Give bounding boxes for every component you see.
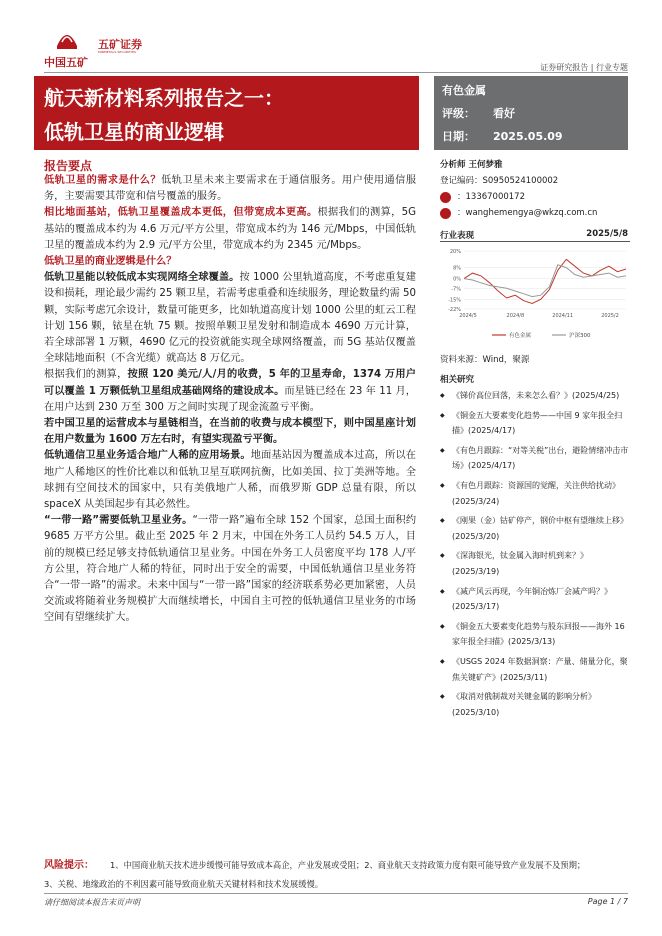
related-item-text: 《铜金五大要素变化趋势与股东回报——海外 16 家年报全扫描》(2025/3/13) bbox=[452, 621, 625, 647]
y-tick-label: -22% bbox=[448, 307, 461, 313]
bullet-icon: ◆ bbox=[440, 517, 445, 525]
related-item-text: 《深海银光，钛金属入海时机到来？》(2025/3/19) bbox=[452, 551, 588, 576]
related-item[interactable] bbox=[440, 388, 630, 404]
summary-paragraph: “一带一路”需要低轨卫星业务。“一带一路”遍布全球 152 个国家，总国土面积约 9685 万平方公里。截止至 2025 年 2 月末，中国在外务工人员约 54.5 万人，目前的规模已经足够支持低轨通信卫星业务。中国在外务工人员密度平均 178 人/平方公里，符合地广人稀的特征，同时出于安全的需要，中国低轨通信卫星业务符合“一带一路”的需求。未来中国与“一带一路”国家的经济联系势必更加紧密，人员交流或将随着业务规模扩大而继续增长，中国自主可控的低轨通信卫星业务的市场空间有望继续扩大。 bbox=[44, 515, 417, 624]
summary-paragraph: 低轨通信卫星业务适合地广人稀的应用场景。地面基站因为覆盖成本过高，所以在地广人稀地区的性价比难以和低轨卫星互联网抗衡，比如美国、拉丁美洲等地。全球拥有空间技术的国家中，只有美俄地广人稀，而俄罗斯 GDP 总量有限，所以 spaceX 从美国起步有其必然性。 bbox=[44, 450, 416, 511]
related-item-text: 《刚果（金）钴矿停产，钢价中枢有望继续上移》(2025/3/20) bbox=[452, 516, 628, 541]
bullet-icon: ◆ bbox=[440, 657, 445, 665]
chart-source: 资料来源：Wind，聚源 bbox=[440, 355, 530, 365]
risk-text-1: 1、中国商业航天技术进步缓慢可能导致成本高企，产业发展或受阻；2、商业航天支持政策力度有限可能导致产业发展不及预期； bbox=[110, 860, 586, 870]
bullet-icon: ◆ bbox=[440, 693, 445, 701]
logo-en-text: MINMETALS SECURITIES bbox=[98, 50, 136, 54]
related-heading: 相关研究 bbox=[440, 375, 475, 385]
related-item-text: 《有色月跟踪：资源国的觉醒，关注供给扰动》(2025/3/24) bbox=[452, 480, 620, 506]
related-item[interactable] bbox=[440, 548, 630, 579]
related-item-text: 《USGS 2024 年数据洞察：产量、储量分化，聚焦关键矿产》(2025/3/11) bbox=[452, 656, 628, 682]
performance-heading bbox=[440, 229, 630, 242]
analyst-phone: ：13367000172 bbox=[457, 192, 525, 202]
related-item[interactable] bbox=[440, 584, 630, 615]
breadcrumb: 证券研究报告 | 行业专题 bbox=[540, 63, 628, 72]
risk-text-2: 3、关税、地缘政治的不利因素可能导致商业航天关键材料和技术发展缓慢。 bbox=[44, 879, 324, 889]
risk-label: 风险提示： bbox=[44, 860, 94, 871]
analyst-email-row bbox=[440, 205, 630, 221]
related-item[interactable] bbox=[440, 478, 630, 509]
logo-cn-text: 中国五矿 bbox=[44, 56, 88, 69]
x-tick-label: 2024/11 bbox=[552, 313, 574, 319]
footer-divider bbox=[44, 893, 628, 894]
related-list bbox=[440, 388, 630, 724]
summary-paragraph: 相比地面基站，低轨卫星覆盖成本更低，但带宽成本更高。根据我们的测算，5G 基站的覆盖成本约为 4.6 万元/平方公里，带宽成本约为 146 元/Mbps，中国低轨卫星的覆盖成本约为 2.9 元/平方公里，带宽成本约为 2345 元/Mbps。 bbox=[44, 207, 416, 251]
y-tick-label: 8% bbox=[453, 265, 461, 272]
summary-paragraph: 低轨卫星能以较低成本实现网络全球覆盖。按 1000 公里轨道高度，不考虑重复建设和损耗，理论最少需约 25 颗卫星，若需考虑重叠和连续服务，理论数量约需 50 颗，实际考虑冗余设计，数量可能更多，比如轨道高度计划 1000 公里的虹云工程计划 156 颗，铱星在轨 75 颗。按照单颗卫星发射和制造成本 4690 万元计算，若全球部署 1 万颗，4690 亿元的投资就能实现全球网络覆盖，而 5G 基站仅覆盖全球陆地面积（不含光缆）就高达 8 万亿元。 bbox=[44, 272, 416, 365]
related-item[interactable] bbox=[440, 513, 630, 544]
title-banner bbox=[34, 76, 419, 150]
footer-disclaimer: 请仔细阅读本报告末页声明 bbox=[44, 898, 140, 907]
y-tick-label: -7% bbox=[451, 286, 461, 293]
page-number: Page 1 / 7 bbox=[587, 897, 628, 906]
related-item-text: 《取消对俄制裁对关键金属的影响分析》(2025/3/10) bbox=[452, 692, 596, 717]
related-item-text: 《锑价高位回落，未来怎么看？》(2025/4/25) bbox=[452, 391, 620, 400]
x-tick-label: 2024/5 bbox=[459, 313, 477, 319]
related-item-text: 《有色月跟踪：“对等关税”出台，避险情绪冲击市场》(2025/4/17) bbox=[452, 445, 629, 471]
rating-row bbox=[442, 105, 515, 121]
report-title-line2: 低轨卫星的商业逻辑 bbox=[44, 120, 224, 144]
analyst-phone-row bbox=[440, 189, 630, 205]
bullet-icon: ◆ bbox=[440, 552, 445, 560]
phone-icon bbox=[440, 192, 451, 203]
related-item[interactable] bbox=[440, 689, 630, 720]
related-item-text: 《铜金五大要素变化趋势——中国 9 家年报全扫描》(2025/4/17) bbox=[452, 410, 623, 436]
sector-label: 有色金属 bbox=[442, 84, 486, 97]
y-tick-label: 0% bbox=[453, 276, 461, 283]
logo-mark-icon bbox=[54, 26, 80, 52]
risk-section bbox=[44, 856, 630, 894]
y-tick-label: 20% bbox=[449, 249, 461, 255]
bullet-icon: ◆ bbox=[440, 392, 445, 399]
x-tick-label: 2025/2 bbox=[601, 313, 619, 319]
performance-date: 2025/5/8 bbox=[586, 229, 628, 239]
bullet-icon: ◆ bbox=[440, 481, 445, 489]
summary-paragraph: 若中国卫星的运营成本与星链相当，在当前的收费与成本模型下，则中国星座计划在用户数量为 1600 万左右时，有望实现盈亏平衡。 bbox=[44, 418, 416, 446]
date-row bbox=[442, 128, 563, 144]
rating-value: 看好 bbox=[493, 107, 515, 120]
header-divider bbox=[44, 72, 628, 73]
legend-label: 沪深300 bbox=[569, 333, 591, 339]
related-item-text: 《减产风云再现，今年铜冶炼厂会减产吗？》(2025/3/17) bbox=[452, 586, 612, 612]
summary-paragraph: 低轨卫星的需求是什么？低轨卫星未来主要需求在于通信服务。用户使用通信服务，主要需要其带宽和信号覆盖的服务。 bbox=[44, 175, 417, 203]
bullet-icon: ◆ bbox=[440, 587, 445, 595]
summary-question: 低轨卫星的商业逻辑是什么？ bbox=[44, 256, 177, 268]
bullet-icon: ◆ bbox=[440, 622, 445, 630]
date-label: 日期： bbox=[442, 130, 475, 143]
related-item[interactable] bbox=[440, 408, 630, 439]
series-line-0 bbox=[464, 259, 626, 303]
summary-body bbox=[44, 173, 416, 627]
y-tick-label: -15% bbox=[448, 297, 461, 304]
related-item[interactable] bbox=[440, 619, 630, 650]
summary-paragraph: 根据我们的测算，按照 120 美元/人/月的收费，5 年的卫星寿命，1374 万用户可以覆盖 1 万颗低轨卫星组成基础网络的建设成本。而星链已经在 23 年 11 月，在用户达到 230 万至 300 万之间时实现了现金流盈亏平衡。 bbox=[44, 369, 416, 413]
related-item[interactable] bbox=[440, 443, 630, 474]
performance-title: 行业表现 bbox=[440, 231, 475, 241]
bullet-icon: ◆ bbox=[440, 411, 445, 419]
analyst-email[interactable]: ：wanghemengya@wkzq.com.cn bbox=[457, 208, 598, 218]
rating-label: 评级： bbox=[442, 107, 475, 120]
report-title-line1: 航天新材料系列报告之一： bbox=[44, 86, 284, 110]
related-item[interactable] bbox=[440, 654, 630, 685]
analyst-reg: 登记编码：S0950524100002 bbox=[440, 176, 559, 186]
bullet-icon: ◆ bbox=[440, 446, 445, 454]
analyst-info bbox=[440, 157, 630, 221]
legend-label: 有色金属 bbox=[509, 333, 532, 339]
x-tick-label: 2024/8 bbox=[506, 313, 525, 319]
performance-chart bbox=[440, 245, 630, 345]
email-icon bbox=[440, 208, 451, 219]
rating-box bbox=[434, 76, 628, 150]
logo-securities-text: 五矿证券 bbox=[98, 38, 142, 51]
summary-heading: 报告要点 bbox=[44, 159, 93, 173]
analyst-name: 分析师 王何梦雅 bbox=[440, 160, 503, 170]
date-value: 2025.05.09 bbox=[493, 130, 563, 143]
